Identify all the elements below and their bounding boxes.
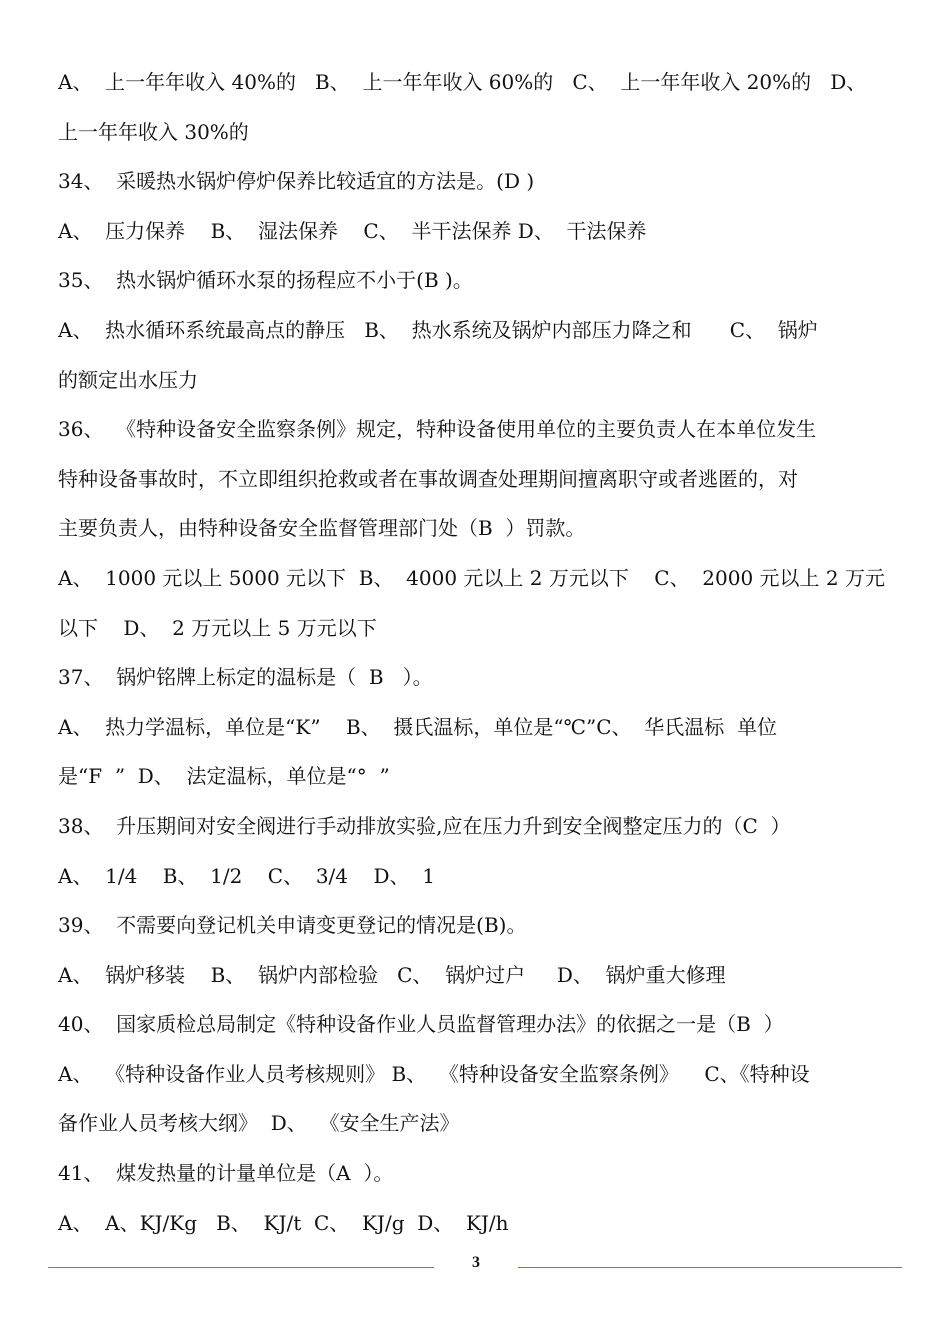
options-39: A、 锅炉移装 B、 锅炉内部检验 C、 锅炉过户 D、 锅炉重大修理 (58, 962, 726, 987)
question-36: 36、 《特种设备安全监察条例》规定，特种设备使用单位的主要负责人在本单位发生 (58, 417, 817, 442)
options-35-cont: 的额定出水压力 (58, 367, 198, 392)
page-number: 3 (472, 1254, 480, 1271)
text-line: 上一年年收入 30%的 (58, 119, 249, 144)
question-39: 39、 不需要向登记机关申请变更登记的情况是(B)。 (58, 913, 527, 938)
options-41: A、 A、KJ/Kg B、 KJ/t C、 KJ/g D、 KJ/h (58, 1210, 509, 1235)
options-37: A、 热力学温标，单位是“K” B、 摄氏温标，单位是“℃”C、 华氏温标 单位 (58, 714, 777, 739)
question-40: 40、 国家质检总局制定《特种设备作业人员监督管理办法》的依据之一是（B ） (58, 1012, 784, 1037)
options-40-cont: 备作业人员考核大纲》 D、 《安全生产法》 (58, 1111, 460, 1136)
document-body (58, 58, 894, 1248)
footer-rule-right (518, 1267, 902, 1268)
question-36-cont: 特种设备事故时，不立即组织抢救或者在事故调查处理期间擅离职守或者逃匿的，对 (58, 466, 798, 491)
options-34: A、 压力保养 B、 湿法保养 C、 半干法保养 D、 干法保养 (58, 218, 647, 243)
question-37: 37、 锅炉铭牌上标定的温标是（ B ）。 (58, 665, 433, 690)
question-41: 41、 煤发热量的计量单位是（A ）。 (58, 1161, 394, 1186)
options-35: A、 热水循环系统最高点的静压 B、 热水系统及锅炉内部压力降之和 C、 锅炉 (58, 317, 818, 342)
footer-rule-left (48, 1267, 434, 1268)
options-38: A、 1/4 B、 1/2 C、 3/4 D、 1 (58, 863, 435, 888)
question-34: 34、 采暖热水锅炉停炉保养比较适宜的方法是。(D ) (58, 169, 535, 194)
page-footer (0, 1254, 950, 1278)
options-37-cont: 是“F ” D、 法定温标，单位是“° ” (58, 764, 390, 789)
options-40: A、 《特种设备作业人员考核规则》 B、 《特种设备安全监察条例》 C、《特种设 (58, 1061, 810, 1086)
options-36: A、 1000 元以上 5000 元以下 B、 4000 元以上 2 万元以下 C、 2000 元以上 2 万元 (58, 565, 885, 590)
text-line: A、 上一年年收入 40%的 B、 上一年年收入 60%的 C、 上一年年收入 20%的 D、 (58, 70, 867, 94)
options-36-cont: 以下 D、 2 万元以上 5 万元以下 (58, 615, 377, 640)
question-36-cont: 主要负责人，由特种设备安全监督管理部门处（B ）罚款。 (58, 516, 586, 541)
question-38: 38、 升压期间对安全阀进行手动排放实验,应在压力升到安全阀整定压力的（C ） (58, 813, 791, 838)
question-35: 35、 热水锅炉循环水泵的扬程应不小于(B )。 (58, 268, 473, 293)
